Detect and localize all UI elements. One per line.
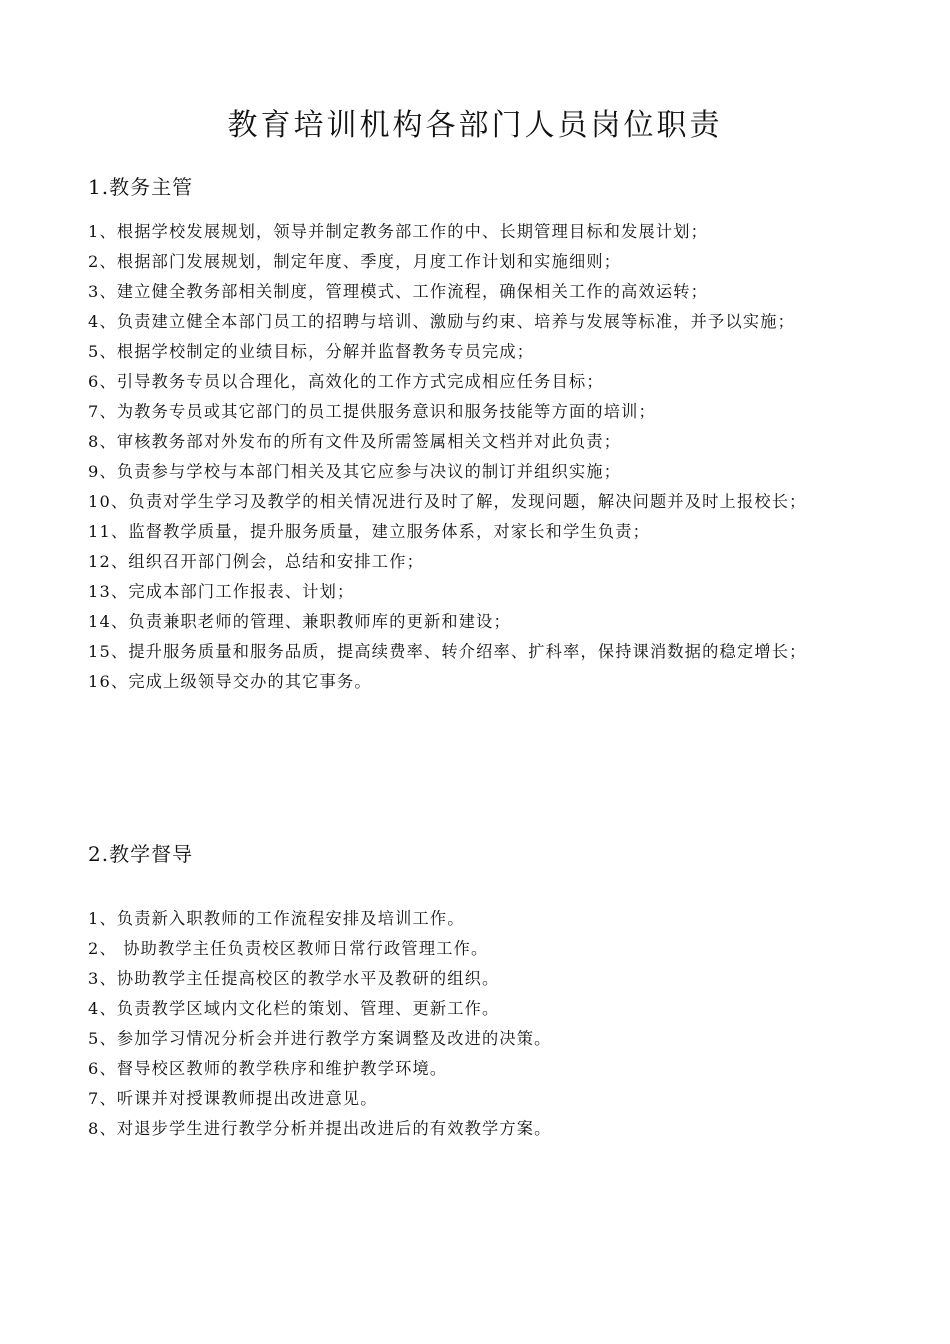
duty-list-teaching-supervisor bbox=[88, 904, 888, 1144]
duty-list-academic-affairs-supervisor bbox=[88, 217, 888, 697]
duty-item: 8、对退步学生进行教学分析并提出改进后的有效教学方案。 bbox=[88, 1119, 552, 1138]
duty-item: 3、协助教学主任提高校区的教学水平及教研的组织。 bbox=[88, 969, 500, 988]
duty-item: 10、负责对学生学习及教学的相关情况进行及时了解，发现问题，解决问题并及时上报校长； bbox=[88, 492, 807, 511]
duty-item: 15、提升服务质量和服务品质，提高续费率、转介绍率、扩科率，保持课消数据的稳定增长； bbox=[88, 642, 807, 661]
duty-item: 13、完成本部门工作报表、计划； bbox=[88, 582, 355, 601]
section-heading-teaching-supervisor: 2.教学督导 bbox=[88, 842, 194, 866]
duty-item: 6、督导校区教师的教学秩序和维护教学环境。 bbox=[88, 1059, 448, 1078]
duty-item: 4、负责建立健全本部门员工的招聘与培训、激励与约束、培养与发展等标准，并予以实施； bbox=[88, 312, 795, 331]
duty-item: 14、负责兼职老师的管理、兼职教师库的更新和建设； bbox=[88, 612, 511, 631]
duty-item: 1、负责新入职教师的工作流程安排及培训工作。 bbox=[88, 909, 465, 928]
document-title: 教育培训机构各部门人员岗位职责 bbox=[227, 108, 723, 143]
duty-item: 11、监督教学质量，提升服务质量，建立服务体系，对家长和学生负责； bbox=[88, 522, 651, 541]
duty-item: 5、根据学校制定的业绩目标，分解并监督教务专员完成； bbox=[88, 342, 535, 361]
duty-item: 7、为教务专员或其它部门的员工提供服务意识和服务技能等方面的培训； bbox=[88, 402, 656, 421]
section-heading-academic-affairs-supervisor: 1.教务主管 bbox=[88, 175, 194, 199]
duty-item: 8、审核教务部对外发布的所有文件及所需签属相关文档并对此负责； bbox=[88, 432, 622, 451]
duty-item: 1、根据学校发展规划，领导并制定教务部工作的中、长期管理目标和发展计划； bbox=[88, 222, 709, 241]
duty-item: 12、组织召开部门例会，总结和安排工作； bbox=[88, 552, 424, 571]
duty-item: 3、建立健全教务部相关制度，管理模式、工作流程，确保相关工作的高效运转； bbox=[88, 282, 709, 301]
duty-item: 9、负责参与学校与本部门相关及其它应参与决议的制订并组织实施； bbox=[88, 462, 622, 481]
duty-item: 7、听课并对授课教师提出改进意见。 bbox=[88, 1089, 378, 1108]
duty-item: 2、 协助教学主任负责校区教师日常行政管理工作。 bbox=[88, 939, 489, 958]
duty-item: 6、引导教务专员以合理化，高效化的工作方式完成相应任务目标； bbox=[88, 372, 604, 391]
duty-item: 4、负责教学区域内文化栏的策划、管理、更新工作。 bbox=[88, 999, 500, 1018]
duty-item: 16、完成上级领导交办的其它事务。 bbox=[88, 672, 372, 691]
duty-item: 5、参加学习情况分析会并进行教学方案调整及改进的决策。 bbox=[88, 1029, 552, 1048]
duty-item: 2、根据部门发展规划，制定年度、季度，月度工作计划和实施细则； bbox=[88, 252, 622, 271]
